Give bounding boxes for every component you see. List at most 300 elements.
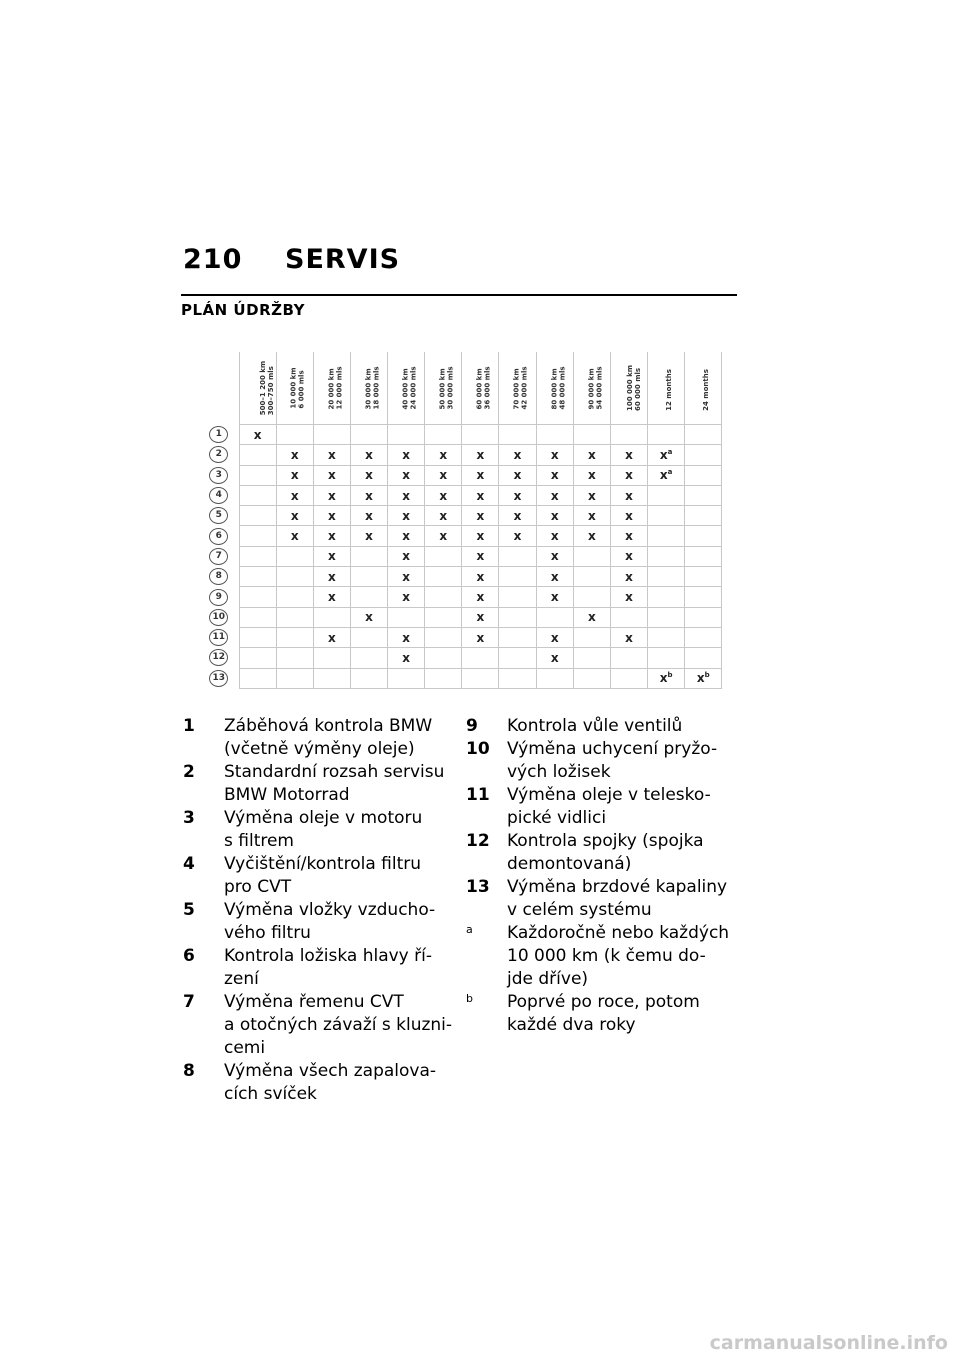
table-cell [239, 607, 276, 627]
column-header [425, 352, 462, 425]
table-cell [388, 445, 425, 465]
table-cell [388, 587, 425, 607]
table-cell [313, 445, 350, 465]
table-cell [425, 485, 462, 505]
service-mark: x [625, 508, 633, 523]
legend-entry [183, 715, 463, 761]
legend-text: Výměna brzdové kapaliny v celém systému [507, 877, 728, 920]
table-row [199, 627, 722, 647]
legend-text: Výměna uchycení pryžo- vých ložisek [507, 739, 718, 782]
table-cell [388, 567, 425, 587]
table-cell [350, 425, 387, 445]
table-cell [388, 526, 425, 546]
section-title: PLÁN ÚDRŽBY [181, 301, 305, 319]
service-mark: x [327, 569, 336, 584]
service-mark: x [365, 447, 373, 462]
row-label-cell [199, 506, 239, 526]
service-mark: x [402, 650, 410, 665]
service-mark: $x^a$ [659, 468, 673, 483]
legend-entry [466, 738, 746, 784]
service-mark: x [476, 549, 485, 564]
row-label-cell [199, 546, 239, 566]
service-mark: x [439, 529, 448, 544]
service-mark: x [365, 610, 373, 625]
table-cell [313, 627, 350, 647]
service-mark: x [550, 508, 559, 523]
table-cell [350, 648, 387, 668]
legend-entry [466, 715, 746, 738]
column-header [685, 352, 722, 425]
legend-text: Záběhová kontrola BMW (včetně výměny oleje) [224, 716, 433, 759]
table-cell [276, 587, 313, 607]
legend-entry [466, 991, 746, 1037]
table-cell [276, 465, 313, 485]
table-cell [462, 425, 499, 445]
table-cell [462, 648, 499, 668]
service-mark: x [513, 488, 522, 503]
column-header-label: 24 months [702, 368, 711, 411]
table-cell [388, 607, 425, 627]
service-mark: x [476, 468, 485, 483]
table-cell [350, 587, 387, 607]
service-mark: x [402, 447, 410, 462]
column-header [648, 352, 685, 425]
row-number-badge: 11 [209, 629, 228, 646]
service-mark: x [402, 508, 410, 523]
table-cell [685, 506, 722, 526]
table-cell [239, 627, 276, 647]
service-mark: x [476, 630, 485, 645]
table-cell [648, 445, 685, 465]
table-cell [573, 546, 610, 566]
service-mark: x [476, 488, 485, 503]
service-mark: x [327, 447, 336, 462]
legend-entry [466, 784, 746, 830]
table-cell [610, 607, 647, 627]
table-cell [499, 425, 536, 445]
service-mark: x [327, 468, 336, 483]
service-mark: x [476, 610, 485, 625]
service-mark: x [327, 590, 336, 605]
table-cell [648, 648, 685, 668]
table-row [199, 607, 722, 627]
legend-entry [183, 991, 463, 1060]
service-mark: x [402, 549, 410, 564]
table-cell [350, 567, 387, 587]
table-cell [499, 526, 536, 546]
table-cell [536, 425, 573, 445]
service-mark: x [402, 488, 410, 503]
table-cell [350, 627, 387, 647]
table-cell [239, 567, 276, 587]
legend-text: Kontrola ložiska hlavy ří- zení [224, 946, 432, 989]
service-mark: x [625, 468, 633, 483]
service-mark: x [587, 468, 596, 483]
table-cell [276, 607, 313, 627]
table-cell [350, 607, 387, 627]
column-header [276, 352, 313, 425]
table-cell [462, 445, 499, 465]
header-rule [181, 294, 737, 296]
table-cell [610, 648, 647, 668]
table-cell [648, 506, 685, 526]
table-cell [313, 425, 350, 445]
table-cell [648, 465, 685, 485]
table-row [199, 567, 722, 587]
table-cell [536, 485, 573, 505]
column-header-label: 90 000 km 54 000 mls [587, 365, 604, 410]
table-cell [610, 425, 647, 445]
row-number-badge: 13 [209, 670, 228, 687]
service-mark: x [290, 508, 299, 523]
table-cell [536, 567, 573, 587]
table-cell [573, 648, 610, 668]
table-cell [350, 546, 387, 566]
row-number-badge: 7 [209, 548, 228, 565]
table-cell [276, 506, 313, 526]
service-mark: x [587, 488, 596, 503]
table-cell [276, 526, 313, 546]
table-cell [610, 526, 647, 546]
table-cell [573, 465, 610, 485]
service-mark: x [365, 488, 373, 503]
table-cell [536, 445, 573, 465]
table-cell [685, 668, 722, 688]
column-header [610, 352, 647, 425]
service-mark: x [365, 508, 373, 523]
service-mark: $x^b$ [659, 671, 673, 686]
table-cell [350, 506, 387, 526]
table-cell [239, 465, 276, 485]
table-cell [313, 668, 350, 688]
table-cell [648, 425, 685, 445]
table-cell [536, 465, 573, 485]
service-mark: x [327, 549, 336, 564]
legend-entry [466, 922, 746, 991]
table-cell [239, 587, 276, 607]
table-cell [648, 567, 685, 587]
legend-text: Výměna řemenu CVT a otočných závaží s kluzni- cemi [224, 992, 453, 1058]
service-mark: x [550, 488, 559, 503]
service-mark: x [587, 447, 596, 462]
legend-number: a [466, 923, 473, 936]
table-cell [425, 587, 462, 607]
table-cell [425, 546, 462, 566]
table-cell [239, 485, 276, 505]
row-number-badge: 3 [209, 467, 228, 484]
table-row [199, 587, 722, 607]
legend-entry [466, 830, 746, 876]
table-row [199, 668, 722, 688]
column-header [536, 352, 573, 425]
service-mark: x [402, 529, 410, 544]
table-cell [276, 567, 313, 587]
table-cell [425, 445, 462, 465]
page-number: 210 [183, 244, 243, 275]
table-cell [388, 668, 425, 688]
table-cell [313, 485, 350, 505]
column-header [573, 352, 610, 425]
table-cell [648, 668, 685, 688]
table-cell [239, 445, 276, 465]
service-mark: x [402, 468, 410, 483]
service-mark: x [513, 447, 522, 462]
service-mark: x [365, 529, 373, 544]
table-cell [648, 526, 685, 546]
table-cell [313, 506, 350, 526]
service-mark: x [587, 610, 596, 625]
table-cell [648, 587, 685, 607]
table-cell [499, 485, 536, 505]
table-cell [350, 668, 387, 688]
table-cell [425, 506, 462, 526]
table-cell [685, 587, 722, 607]
table-cell [536, 627, 573, 647]
table-row [199, 526, 722, 546]
legend-text: Poprvé po roce, potom každé dva roky [507, 992, 700, 1035]
legend-number: 7 [183, 992, 195, 1012]
legend-number: 11 [466, 785, 490, 805]
table-cell [499, 445, 536, 465]
table-cell [276, 425, 313, 445]
service-mark: x [402, 590, 410, 605]
service-mark: x [476, 447, 485, 462]
row-label-cell [199, 587, 239, 607]
legend-text: Kontrola spojky (spojka demontovaná) [507, 831, 704, 874]
service-mark: x [253, 427, 262, 442]
service-mark: x [327, 630, 336, 645]
legend-number: b [466, 992, 473, 1005]
row-label-cell [199, 567, 239, 587]
table-cell [313, 587, 350, 607]
table-cell [350, 485, 387, 505]
row-label-cell [199, 607, 239, 627]
table-cell [573, 668, 610, 688]
service-mark: x [402, 569, 410, 584]
legend-number: 9 [466, 716, 478, 736]
service-mark: $x^a$ [659, 447, 673, 462]
table-cell [239, 526, 276, 546]
table-cell [425, 648, 462, 668]
table-cell [462, 607, 499, 627]
row-number-badge: 1 [209, 426, 228, 443]
column-header-label: 50 000 km 30 000 mls [438, 365, 455, 410]
table-cell [313, 567, 350, 587]
table-cell [499, 648, 536, 668]
table-cell [239, 425, 276, 445]
table-cell [648, 627, 685, 647]
table-cell [610, 465, 647, 485]
service-mark: x [513, 468, 522, 483]
table-cell [425, 567, 462, 587]
table-cell [425, 465, 462, 485]
legend-text: Vyčištění/kontrola filtru pro CVT [224, 854, 422, 897]
table-cell [685, 445, 722, 465]
legend-text: Kontrola vůle ventilů [507, 716, 683, 736]
legend-number: 2 [183, 762, 195, 782]
service-mark: x [625, 569, 633, 584]
table-cell [425, 526, 462, 546]
table-cell [536, 526, 573, 546]
table-cell [313, 546, 350, 566]
table-cell [462, 465, 499, 485]
column-header-label: 70 000 km 42 000 mls [513, 365, 530, 410]
row-number-badge: 6 [209, 528, 228, 545]
row-label-cell [199, 526, 239, 546]
table-cell [685, 485, 722, 505]
column-header-label: 80 000 km 48 000 mls [550, 365, 567, 410]
service-mark: x [625, 529, 633, 544]
table-cell [388, 627, 425, 647]
service-mark: x [625, 488, 633, 503]
legend-number: 1 [183, 716, 195, 736]
table-cell [462, 627, 499, 647]
table-cell [313, 526, 350, 546]
table-cell [276, 546, 313, 566]
row-number-badge: 10 [209, 609, 228, 626]
service-mark: x [550, 549, 559, 564]
service-mark: x [587, 529, 596, 544]
table-cell [573, 425, 610, 445]
table-cell [388, 465, 425, 485]
table-cell [462, 567, 499, 587]
row-label-cell [199, 425, 239, 445]
legend-text: Standardní rozsah servisu BMW Motorrad [224, 762, 445, 805]
table-cell [610, 485, 647, 505]
column-header-label: 20 000 km 12 000 mls [327, 365, 344, 410]
table-cell [425, 668, 462, 688]
table-cell [610, 567, 647, 587]
column-header [313, 352, 350, 425]
legend-number: 3 [183, 808, 195, 828]
table-cell [462, 587, 499, 607]
service-mark: x [550, 529, 559, 544]
footnote-marker: a [667, 447, 673, 456]
legend-number: 5 [183, 900, 195, 920]
table-cell [685, 648, 722, 668]
table-cell [239, 668, 276, 688]
table-cell [536, 506, 573, 526]
service-mark: x [513, 529, 522, 544]
service-mark: x [587, 508, 596, 523]
row-number-badge: 8 [209, 568, 228, 585]
row-number-badge: 2 [209, 446, 228, 463]
footnote-marker: a [667, 468, 673, 477]
legend-number: 13 [466, 877, 490, 897]
column-header [462, 352, 499, 425]
service-mark: x [439, 508, 448, 523]
table-cell [536, 648, 573, 668]
table-cell [573, 445, 610, 465]
service-mark: x [550, 468, 559, 483]
column-header-label: 30 000 km 18 000 mls [364, 365, 381, 410]
table-cell [685, 425, 722, 445]
table-cell [536, 546, 573, 566]
row-number-badge: 9 [209, 589, 228, 606]
table-cell [610, 587, 647, 607]
page-header [183, 244, 400, 275]
table-cell [685, 607, 722, 627]
table-cell [685, 546, 722, 566]
table-cell [573, 526, 610, 546]
table-header-row [199, 352, 722, 425]
table-cell [536, 668, 573, 688]
service-mark: x [550, 569, 559, 584]
service-mark: x [402, 630, 410, 645]
service-mark: x [625, 590, 633, 605]
watermark-text: carmanualsonline.info [709, 1332, 948, 1354]
table-cell [610, 506, 647, 526]
maintenance-table [199, 352, 722, 686]
service-mark: x [327, 529, 336, 544]
table-cell [276, 668, 313, 688]
table-cell [462, 546, 499, 566]
column-header-label: 12 months [664, 368, 673, 411]
service-mark: x [327, 508, 336, 523]
service-mark: x [625, 549, 633, 564]
service-mark: x [513, 508, 522, 523]
table-cell [499, 567, 536, 587]
row-number-badge: 12 [209, 649, 228, 666]
table-cell [685, 465, 722, 485]
table-cell [499, 506, 536, 526]
table-cell [462, 668, 499, 688]
footnote-marker: b [704, 671, 710, 680]
legend-number: 12 [466, 831, 490, 851]
table-cell [499, 627, 536, 647]
service-mark: x [327, 488, 336, 503]
service-mark: x [550, 630, 559, 645]
table-cell [388, 485, 425, 505]
row-label-cell [199, 445, 239, 465]
table-cell [350, 526, 387, 546]
table-cell [573, 607, 610, 627]
table-cell [239, 506, 276, 526]
table-cell [610, 668, 647, 688]
service-mark: x [476, 508, 485, 523]
table-cell [350, 445, 387, 465]
service-mark: x [439, 488, 448, 503]
table-cell [239, 648, 276, 668]
table-cell [276, 485, 313, 505]
table-cell [573, 485, 610, 505]
table-corner [199, 352, 239, 425]
service-mark: x [550, 590, 559, 605]
table-cell [462, 526, 499, 546]
column-header-label: 100 000 km 60 000 mls [625, 364, 642, 411]
legend-number: 10 [466, 739, 490, 759]
table-cell [685, 526, 722, 546]
column-header [499, 352, 536, 425]
table-cell [425, 425, 462, 445]
service-mark: x [476, 529, 485, 544]
table-cell [499, 607, 536, 627]
table-row [199, 465, 722, 485]
table-cell [536, 587, 573, 607]
service-mark: x [290, 529, 299, 544]
row-label-cell [199, 648, 239, 668]
legend-entry [183, 1060, 463, 1106]
table-cell [685, 567, 722, 587]
column-header-label: 40 000 km 24 000 mls [401, 365, 418, 410]
table-cell [425, 607, 462, 627]
table-row [199, 445, 722, 465]
service-mark: x [365, 468, 373, 483]
row-number-badge: 4 [209, 487, 228, 504]
table-cell [462, 485, 499, 505]
table-cell [388, 506, 425, 526]
column-header [239, 352, 276, 425]
